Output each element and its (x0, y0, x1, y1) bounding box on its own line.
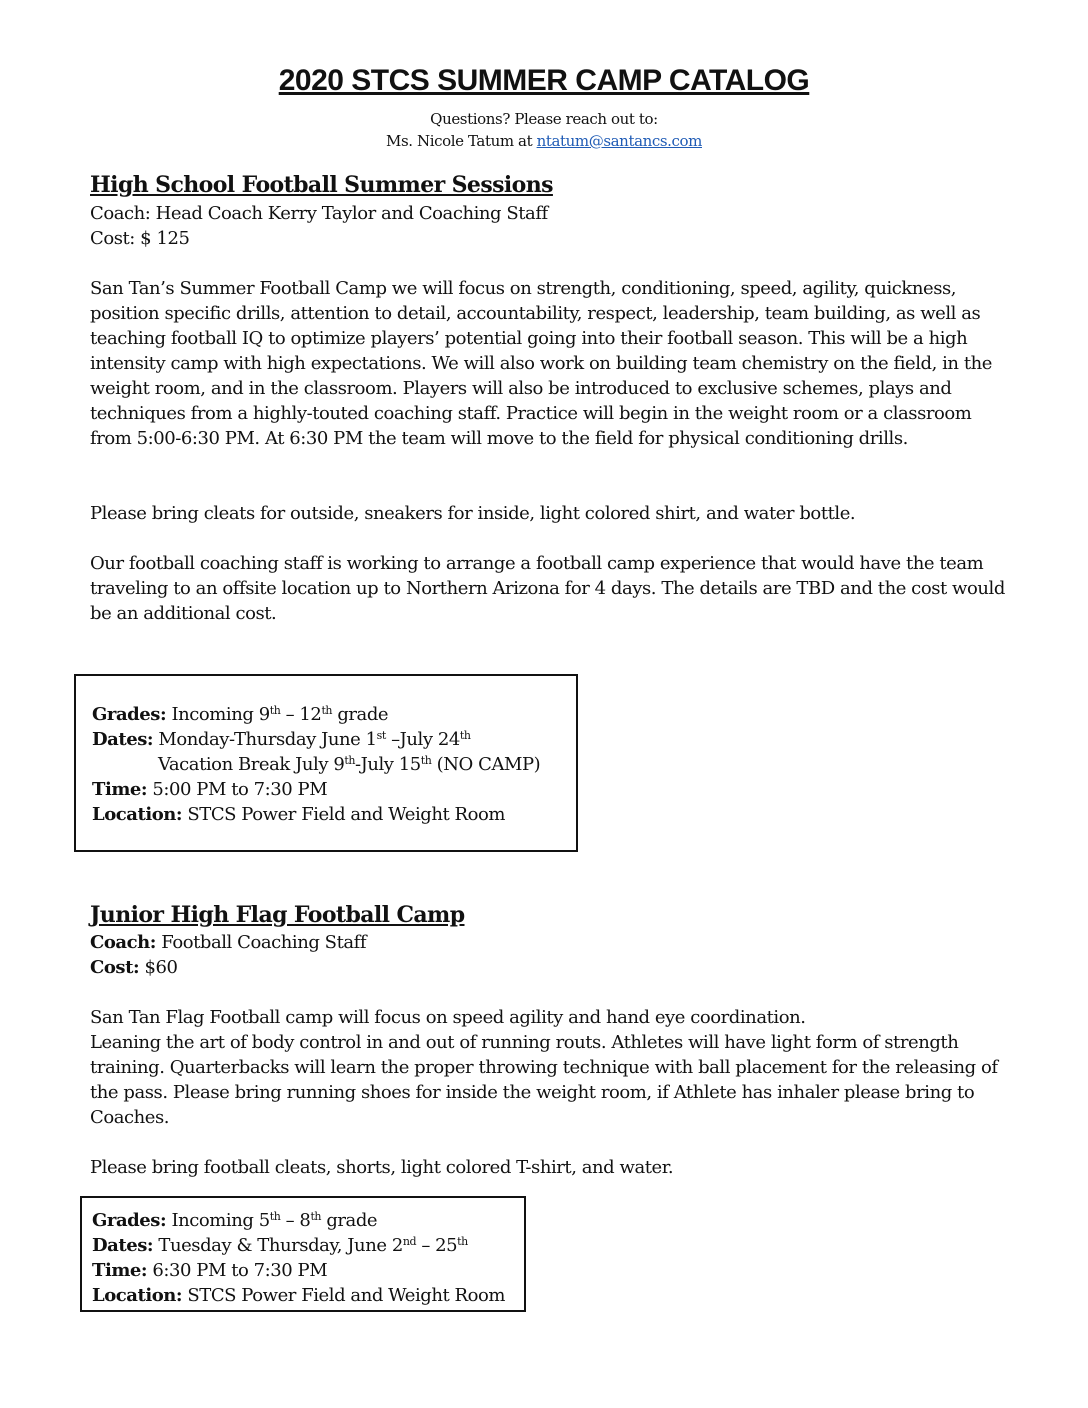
hs-section-title: High School Football Summer Sessions (90, 172, 553, 198)
hs-location: STCS Power Field and Weight Room (182, 804, 506, 825)
jh-dates-label: Dates: (92, 1235, 154, 1256)
jh-description: San Tan Flag Football camp will focus on speed agility and hand eye coordination. (90, 1007, 806, 1028)
hs-travel-note: Our football coaching staff is working to arrange a football camp experience that would have the team traveling to an offsite location up to Northern Arizona for 4 days. The details are TBD and the cost would be an additional cost. (90, 553, 1005, 624)
jh-grades-c: grade (321, 1210, 378, 1231)
jh-coach-label: Coach: (90, 932, 156, 953)
hs-dates-row (92, 727, 576, 752)
hs-description: San Tan’s Summer Football Camp we will focus on strength, conditioning, speed, agility, quickness, position specific drills, attention to detail, accountability, respect, leadership, team building, as well as teaching football IQ to optimize players’ potential going into their football season. This will be a high intensity camp with high expectations. We will also work on building team chemistry on the field, in the weight room, and in the classroom. Players will also be introduced to exclusive schemes, plays and techniques from a highly-touted coaching staff. Practice will begin in the weight room or a classroom from 5:00-6:30 PM. At 6:30 PM the team will move to the field for physical conditioning drills. (90, 278, 992, 449)
jh-description-2: Leaning the art of body control in and out of running routs. Athletes will have light form of strength training. Quarterbacks will learn the proper throwing technique with ball placement for the releasing of the pass. Please bring running shoes for inside the weight room, if Athlete has inhaler please bring to Coaches. (90, 1032, 998, 1128)
contact-email-link[interactable]: ntatum@santancs.com (536, 132, 702, 150)
hs-grades-b: – 12 (280, 704, 322, 725)
hs-grades-a: Incoming 9 (171, 704, 270, 725)
jh-location-label: Location: (92, 1285, 183, 1306)
hs-grades-label: Grades: (92, 704, 167, 725)
hs-grades-row (92, 702, 576, 727)
jh-grades-row (92, 1208, 524, 1233)
hs-bring-items: Please bring cleats for outside, sneakers for inside, light colored shirt, and water bottle. (90, 503, 856, 524)
hs-time-label: Time: (92, 779, 148, 800)
jh-cost-label: Cost: (90, 957, 140, 978)
hs-vac-a: Vacation Break July 9 (158, 754, 345, 775)
jh-grades-a: Incoming 5 (171, 1210, 270, 1231)
jh-dates-sup2: th (457, 1235, 468, 1248)
hs-dates-a: Monday-Thursday June 1 (158, 729, 377, 750)
contact-line (0, 130, 1088, 152)
jh-time: 6:30 PM to 7:30 PM (147, 1260, 328, 1281)
hs-grades-sup1: th (269, 704, 281, 717)
jh-cost: $60 (139, 957, 178, 978)
hs-dates-sup1: st (376, 729, 386, 742)
jh-dates-row (92, 1233, 524, 1258)
contact-question: Questions? Please reach out to: (430, 110, 658, 128)
hs-dates-sup2: th (459, 729, 471, 742)
jh-grades-b: – 8 (280, 1210, 311, 1231)
jh-grades-sup1: th (269, 1210, 281, 1223)
hs-dates-label: Dates: (92, 729, 154, 750)
jh-section-title: Junior High Flag Football Camp (90, 902, 465, 928)
jh-location: STCS Power Field and Weight Room (182, 1285, 506, 1306)
hs-dates-b: –July 24 (385, 729, 460, 750)
hs-grades-c: grade (332, 704, 389, 725)
hs-location-row (92, 802, 576, 827)
hs-vac-b: -July 15 (354, 754, 421, 775)
jh-grades-sup2: th (310, 1210, 322, 1223)
hs-vac-sup: th (344, 754, 355, 767)
jh-time-label: Time: (92, 1260, 148, 1281)
jh-time-row (92, 1258, 524, 1283)
hs-vacation-row (92, 752, 576, 777)
jh-dates-b: – 25 (416, 1235, 458, 1256)
hs-cost: Cost: $ 125 (90, 228, 190, 249)
jh-location-row (92, 1283, 524, 1308)
jh-cost-row (90, 955, 177, 980)
hs-time: 5:00 PM to 7:30 PM (147, 779, 328, 800)
hs-grades-sup2: th (321, 704, 333, 717)
hs-details-box (74, 674, 578, 852)
page-title: 2020 STCS SUMMER CAMP CATALOG (278, 64, 810, 97)
hs-location-label: Location: (92, 804, 183, 825)
hs-vac-sup2: th (420, 754, 432, 767)
contact-info (0, 108, 1088, 152)
jh-coach: Football Coaching Staff (156, 932, 367, 953)
jh-grades-label: Grades: (92, 1210, 167, 1231)
hs-time-row (92, 777, 576, 802)
hs-coach: Coach: Head Coach Kerry Taylor and Coaching Staff (90, 203, 548, 224)
jh-details-box (80, 1196, 526, 1312)
jh-dates-a: Tuesday & Thursday, June 2 (158, 1235, 403, 1256)
jh-coach-row (90, 930, 366, 955)
contact-prefix: Ms. Nicole Tatum at (386, 132, 537, 150)
jh-dates-sup1: nd (402, 1235, 417, 1248)
hs-vac-c: (NO CAMP) (431, 754, 541, 775)
jh-bring-items: Please bring football cleats, shorts, light colored T-shirt, and water. (90, 1157, 674, 1178)
